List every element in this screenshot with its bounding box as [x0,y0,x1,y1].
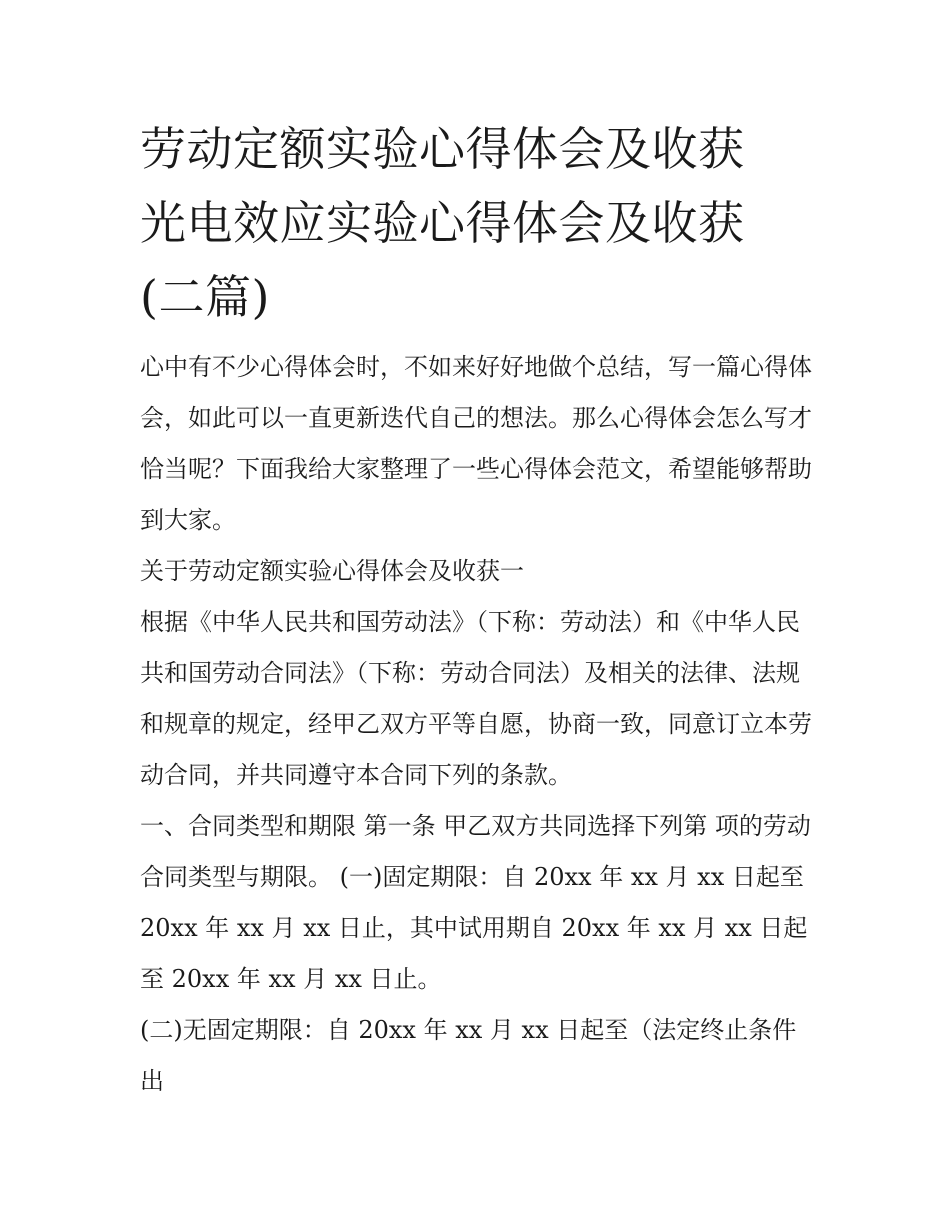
title-line-3: (二篇) [140,270,270,324]
title-line-1: 劳动定额实验心得体会及收获 [140,122,745,176]
intro-paragraph: 心中有不少心得体会时，不如来好好地做个总结，写一篇心得体会，如此可以一直更新迭代自己的想法。那么心得体会怎么写才恰当呢？下面我给大家整理了一些心得体会范文，希望能够帮助到大家。 [140,353,812,534]
legal-basis-paragraph: 根据《中华人民共和国劳动法》（下称：劳动法）和《中华人民共和国劳动合同法》（下称：劳动合同法）及相关的法律、法规和规章的规定，经甲乙双方平等自愿，协商一致，同意订立本劳动合同，并共同遵守本合同下列的条款。 [140,608,812,789]
section-heading: 关于劳动定额实验心得体会及收获一 [140,557,524,585]
document-page [140,112,820,1107]
document-title [140,112,820,334]
fixed-term-dates-paragraph: 20xx 年 xx 月 xx 日止，其中试用期自 20xx 年 xx 月 xx 日起至 20xx 年 xx 月 xx 日止。 [140,914,808,993]
title-line-2: 光电效应实验心得体会及收获 [140,196,745,250]
contract-type-paragraph: 一、合同类型和期限 第一条 甲乙双方共同选择下列第 项的劳动合同类型与期限。 (一)固定期限：自 20xx 年 xx 月 xx 日起至 [140,812,811,891]
open-term-paragraph: (二)无固定期限：自 20xx 年 xx 月 xx 日起至（法定终止条件出 [140,1016,797,1095]
